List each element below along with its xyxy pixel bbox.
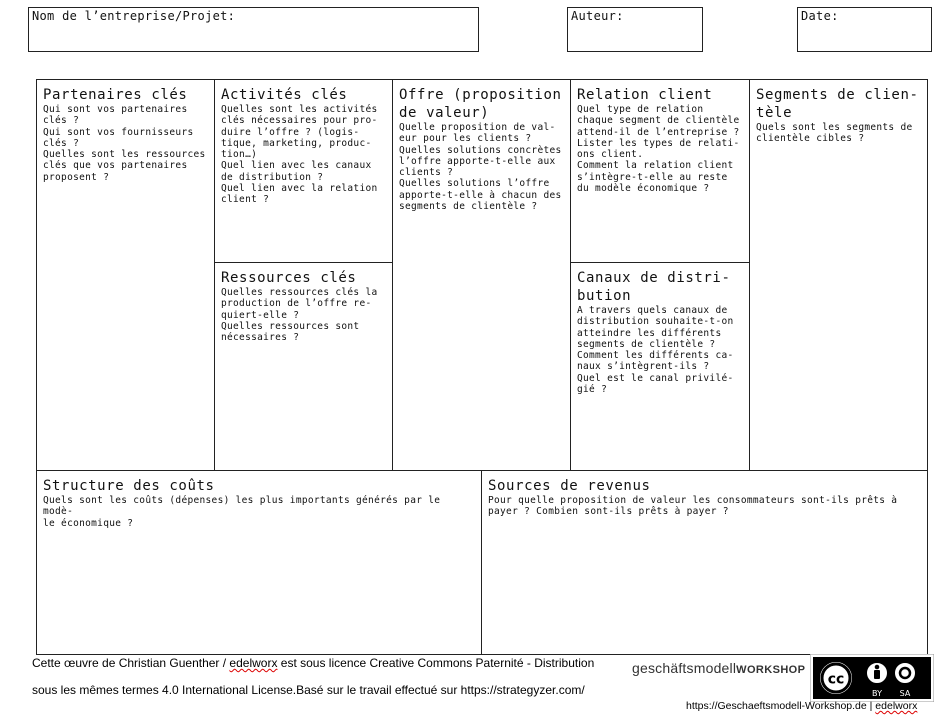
- cost-structure-block[interactable]: [36, 470, 482, 655]
- date-label: Date:: [801, 9, 839, 23]
- key-activities-block[interactable]: [214, 79, 393, 263]
- author-label: Auteur:: [571, 9, 624, 23]
- key-resources-block[interactable]: [214, 262, 393, 471]
- customer-relationship-title: Relation client: [577, 87, 713, 103]
- cc-icon: [819, 661, 853, 695]
- key-activities-title: Activités clés: [221, 87, 348, 103]
- cc-by-label: BY: [872, 689, 882, 698]
- key-resources-title: Ressources clés: [221, 270, 357, 286]
- value-proposition-block[interactable]: [392, 79, 571, 471]
- workshop-url[interactable]: [686, 700, 917, 712]
- license-line-1: [32, 656, 594, 670]
- revenue-streams-title: Sources de revenus: [488, 478, 651, 494]
- author-field[interactable]: [567, 7, 703, 52]
- channels-block[interactable]: [570, 262, 750, 471]
- cc-sa-label: SA: [899, 689, 911, 698]
- key-partners-block[interactable]: [36, 79, 215, 471]
- channels-prompt: A travers quels canaux de distribution souhaite-t-on atteindre les différents segments de clientèle ? Comment les différents ca- naux s’intègrent-ils ? Quel est le canal privilé- gié ?: [577, 305, 734, 396]
- license-line-1-post: est sous licence Creative Commons Paternité - Distribution: [277, 656, 595, 670]
- customer-relationship-prompt: Quel type de relation chaque segment de clientèle attend-il de l’entreprise ? Lister les types de relati- ons client. Comment la relation client s’intègre-t-elle au reste du modèle économique ?: [577, 104, 740, 195]
- workshop-url-text: https://Geschaeftsmodell-Workshop.de |: [686, 700, 876, 712]
- workshop-logo: [632, 660, 805, 676]
- value-proposition-prompt: Quelle proposition de val- eur pour les clients ? Quelles solutions concrètes l’offre apporte-t-elle aux clients ? Quelles solutions l’offre apporte-t-elle à chacun des segments de clientèle ?: [399, 122, 562, 213]
- workshop-logo-light: geschäftsmodell: [632, 660, 737, 676]
- cc-by-sa-badge: [810, 654, 934, 702]
- customer-segments-prompt: Quels sont les segments de clientèle cibles ?: [756, 122, 913, 145]
- license-line-1-pre: Cette œuvre de Christian Guenther /: [32, 656, 230, 670]
- license-line-2: sous les mêmes termes 4.0 International License.Basé sur le travail effectué sur https://strategyzer.com/: [32, 683, 585, 697]
- cost-structure-title: Structure des coûts: [43, 478, 215, 494]
- date-field[interactable]: [797, 7, 932, 52]
- customer-relationship-block[interactable]: [570, 79, 750, 263]
- company-project-label: Nom de l’entreprise/Projet:: [32, 9, 236, 23]
- key-resources-prompt: Quelles ressources clés la production de l’offre re- quiert-elle ? Quelles ressources sont nécessaires ?: [221, 287, 378, 344]
- key-partners-prompt: Qui sont vos partenaires clés ? Qui sont vos fournisseurs clés ? Quelles sont les ressources clés que vos partenaires proposent ?: [43, 104, 206, 183]
- key-activities-prompt: Quelles sont les activités clés nécessaires pour pro- duire l’offre ? (logis- tique, marketing, produc- tion…) Quel lien avec les canaux de distribution ? Quel lien avec la relation client ?: [221, 104, 378, 206]
- key-partners-title: Partenaires clés: [43, 87, 188, 103]
- customer-segments-block[interactable]: [749, 79, 928, 471]
- cost-structure-prompt: Quels sont les coûts (dépenses) les plus importants générés par le modè- le économique ?: [43, 495, 441, 529]
- revenue-streams-prompt: Pour quelle proposition de valeur les consommateurs sont-ils prêts à payer ? Combien sont-ils prêts à payer ?: [488, 495, 898, 518]
- workshop-url-brand: edelworx: [875, 700, 918, 712]
- license-author-brand: edelworx: [229, 656, 278, 670]
- workshop-logo-bold: WORKSHOP: [736, 664, 806, 676]
- svg-text:cc: cc: [827, 671, 845, 688]
- share-alike-icon: [894, 662, 916, 684]
- company-project-field[interactable]: [28, 7, 479, 52]
- channels-title: Canaux de distri- bution: [577, 270, 731, 304]
- attribution-icon: [866, 662, 888, 684]
- revenue-streams-block[interactable]: [481, 470, 928, 655]
- customer-segments-title: Segments de clien- tèle: [756, 87, 919, 121]
- value-proposition-title: Offre (proposition de valeur): [399, 87, 562, 121]
